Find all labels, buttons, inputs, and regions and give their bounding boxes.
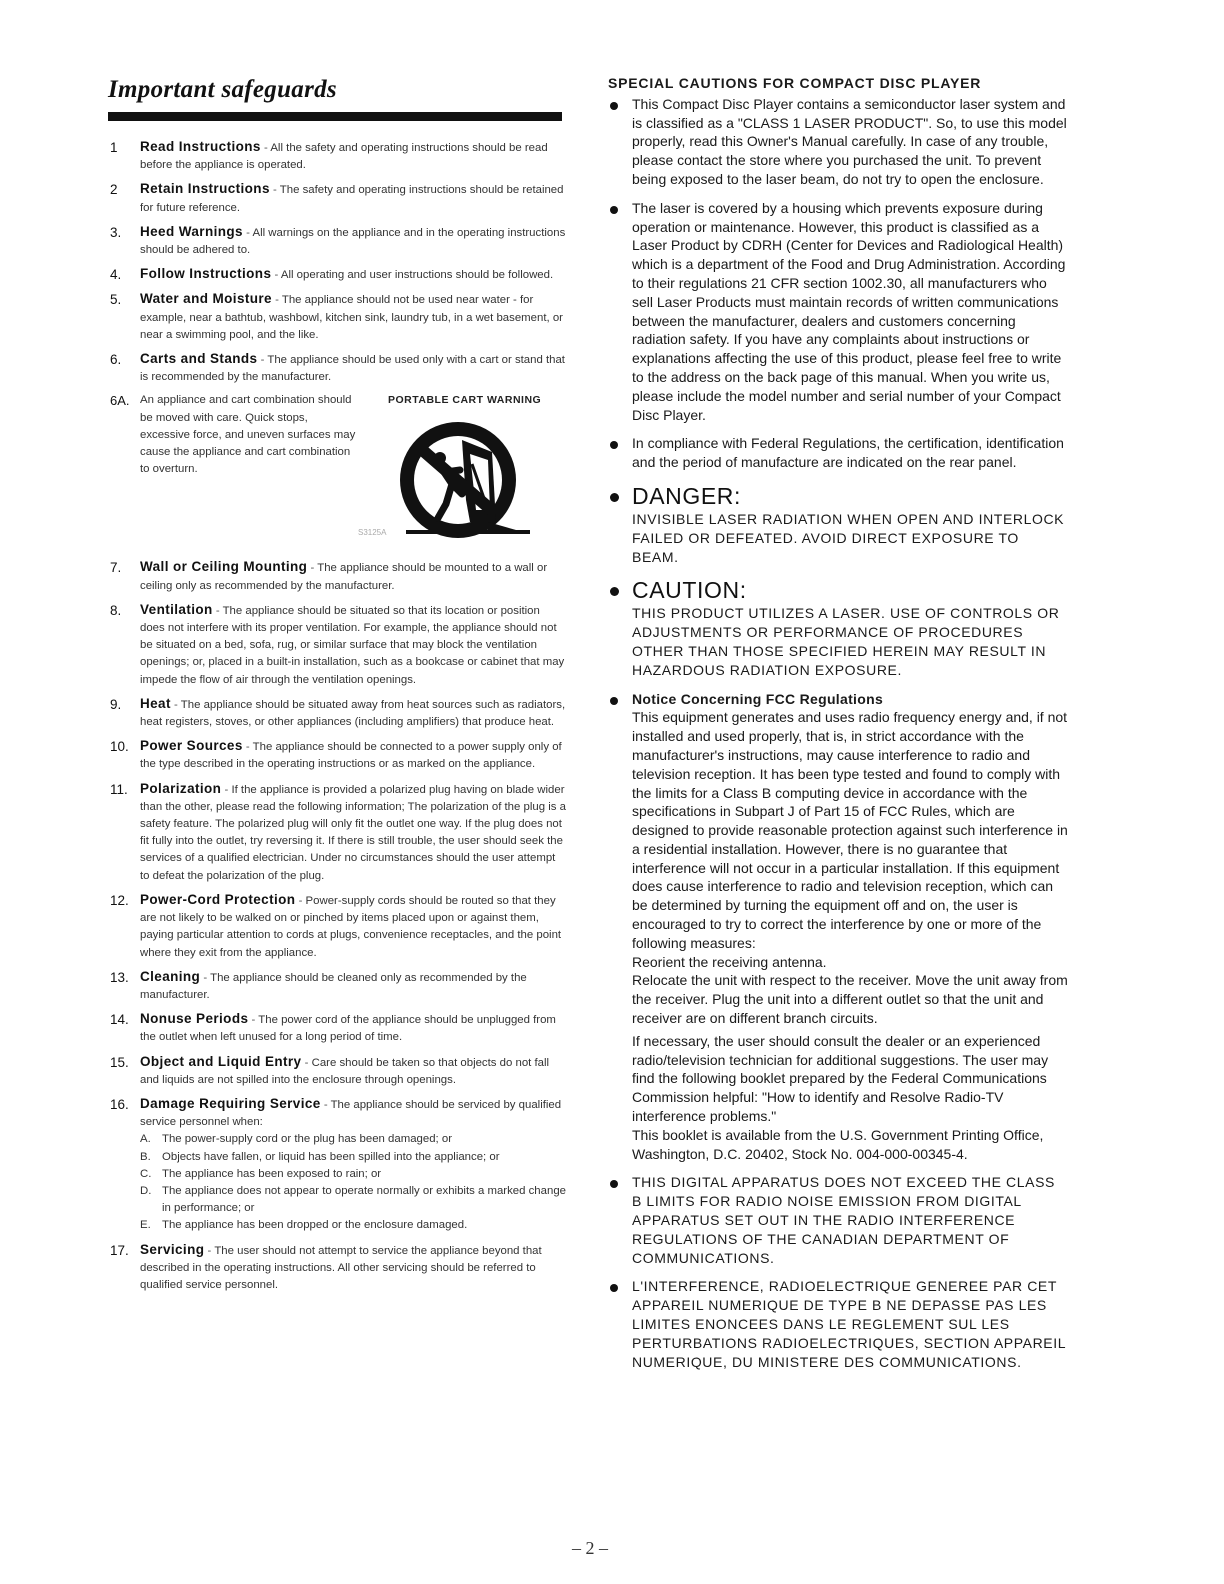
list-item — [110, 1095, 566, 1235]
item-text: The appliance should be situated so that its location or position does not interfere with its proper ventilation. For example, the appliance should not be situated on a bed, sofa, rug, or similar surface that may block the ventilation openings; or, placed in a built-in installation, such as a bookcase or cabinet that may impede the flow of air through the ventilation openings. — [140, 604, 565, 686]
item-number: 4. — [110, 267, 122, 283]
item-text: The appliance should be serviced by qualified service personnel when: — [140, 1098, 562, 1129]
item-heading: Damage Requiring Service — [140, 1095, 321, 1111]
item-text: The safety and operating instructions should be retained for future reference. — [140, 184, 564, 214]
sub-item-text: The power-supply cord or the plug has been damaged; or — [162, 1133, 453, 1146]
item-separator: - — [242, 226, 253, 239]
item-text: All operating and user instructions should be followed. — [280, 269, 554, 282]
list-item — [110, 558, 566, 594]
sub-item-letter: E. — [140, 1219, 151, 1232]
canada-en-bullet — [608, 1173, 1068, 1267]
bullet-text: The laser is covered by a housing which prevents exposure during operation or maintenance. However, this product is classified as a Laser Product by CDRH (Center for Devices and Radiological Health) which is a department of the Food and Drug Administration. According to their regulations 21 CFR section 1002.30, all manufacturers who sell Laser Products must maintain records of written communications between the manufacturer, dealers and customers concerning radiation safety. If you have any complaints about instructions or explanations affecting the use of this product, please feel free to write to the address on the back page of this manual. When you write us, please include the model number and serial number of your Compact Disc Player. — [632, 199, 1066, 423]
sub-list-item — [140, 1131, 566, 1148]
item-text: Care should be taken so that objects do not fall and liquids are not spilled into the enclosure through openings. — [140, 1056, 550, 1086]
list-item — [110, 1010, 566, 1046]
item-heading: Polarization — [140, 780, 222, 796]
item-number: 5. — [110, 292, 122, 308]
cart-tipover-icon — [396, 414, 536, 554]
item-number: 2 — [110, 182, 118, 198]
item-separator: - — [242, 741, 253, 754]
list-item — [110, 968, 566, 1004]
item-heading: Ventilation — [140, 601, 213, 617]
list-item — [110, 780, 566, 885]
item-separator: - — [200, 971, 211, 984]
bullet-text: This Compact Disc Player contains a semiconductor laser system and is classified as a "CLASS 1 LASER PRODUCT". So, to use this model properly, read this Owner's Manual carefully. In case of any trouble, please contact the store where you purchased the unit. To prevent being exposed to the laser beam, do not try to open the enclosure. — [632, 95, 1067, 187]
item-text: The appliance should be mounted to a wall or ceiling only as recommended by the manufacturer. — [140, 562, 548, 592]
sub-list-item — [140, 1183, 566, 1217]
caution-bullet — [608, 576, 1068, 679]
fcc-paragraph: This booklet is available from the U.S. Government Printing Office, Washington, D.C. 20402, Stock No. 004-000-00345-4. — [632, 1126, 1044, 1162]
item-heading: Nonuse Periods — [140, 1011, 249, 1027]
sub-list-item — [140, 1149, 566, 1166]
bullet-icon — [610, 697, 618, 705]
item-heading: Wall or Ceiling Mounting — [140, 559, 308, 575]
item-number: 11. — [110, 781, 128, 797]
list-item — [110, 1053, 566, 1089]
item-text: If the appliance is provided a polarized plug having on blade wider than the other, please read the following information; The polarization of the plug is a safety feature. The polarized plug will only fit the outlet one way. If the plug does not fit fully into the outlet, try reversing it. If there is still trouble, the user should seek the services of a qualified electrician. Under no circumstances should the user attempt to defeat the polarization of the plug. — [140, 783, 566, 882]
item-number: 14. — [110, 1012, 129, 1028]
bullet-text: In compliance with Federal Regulations, the certification, identification and the period of manufacture are indicated on the rear panel. — [632, 435, 1064, 471]
danger-bullet — [608, 482, 1068, 566]
bullet-text: L'INTERFERENCE, RADIOELECTRIQUE GENEREE PAR CET APPAREIL NUMERIQUE DE TYPE B NE DEPASSE PAS LES LIMITES ENONCEES DANS LE REGLEMENT SUL LES PERTURBATIONS RADIOELECTRIQUES, SECTION APPAREIL NUMERIQUE, DU MINISTERE DES COMMUNICATIONS. — [632, 1278, 1066, 1370]
cart-warning-text: An appliance and cart combination should be moved with care. Quick stops, excessive force, and uneven surfaces may cause the appliance and cart combination to overturn. — [140, 394, 356, 476]
item-heading: Servicing — [140, 1241, 205, 1257]
bullet-icon — [610, 587, 619, 596]
list-item — [110, 223, 566, 259]
cart-warning-block — [110, 392, 566, 552]
item-heading: Power-Cord Protection — [140, 891, 296, 907]
fcc-heading: Notice Concerning FCC Regulations — [632, 690, 884, 707]
item-text: Power-supply cords should be routed so that they are not likely to be walked on or pinched by items placed upon or against them, paying particular attention to cords at plugs, convenience receptacles, and the point where they exit from the appliance. — [140, 894, 562, 959]
item-number: 12. — [110, 892, 129, 908]
bullet-icon — [610, 1284, 618, 1292]
page-number: – 2 – — [572, 1538, 608, 1558]
item-text: The appliance should be used only with a cart or stand that is recommended by the manufacturer. — [140, 354, 565, 384]
canada-fr-bullet — [608, 1277, 1068, 1371]
fcc-paragraph: Reorient the receiving antenna. — [632, 953, 827, 970]
list-item — [110, 891, 566, 962]
item-number: 9. — [110, 696, 122, 712]
fcc-paragraph: Relocate the unit with respect to the receiver. Move the unit away from the receiver. Plug the unit into a different outlet so that the unit and receiver are on different branch circuits. — [632, 972, 1068, 1027]
item-number: 3. — [110, 224, 122, 240]
title-rule — [108, 112, 562, 121]
item-heading: Carts and Stands — [140, 351, 258, 367]
item-separator: - — [295, 894, 306, 907]
caution-title: CAUTION: — [632, 577, 747, 604]
item-separator: - — [221, 783, 232, 796]
item-separator: - — [212, 604, 223, 617]
sub-item-letter: A. — [140, 1133, 151, 1146]
item-text: The user should not attempt to service the appliance beyond that described in the operating instructions. All other servicing should be referred to qualified service personnel. — [140, 1244, 542, 1291]
safeguards-list — [110, 138, 566, 1300]
item-number: 13. — [110, 969, 129, 985]
cd-player-cautions — [608, 74, 1068, 1381]
item-separator: - — [301, 1056, 312, 1069]
item-number: 15. — [110, 1054, 129, 1070]
item-number: 17. — [110, 1242, 129, 1258]
item-number: 8. — [110, 602, 122, 618]
item-separator: - — [170, 698, 181, 711]
fcc-bullet — [608, 690, 1068, 1164]
item-separator: - — [271, 294, 282, 307]
list-item — [110, 737, 566, 773]
sub-list-item — [140, 1217, 566, 1234]
bullet-icon — [610, 206, 618, 214]
item-separator: - — [204, 1244, 215, 1257]
caution-bullet — [608, 95, 1068, 189]
item-text: The appliance should be connected to a power supply only of the type described in the operating instructions or as marked on the appliance. — [140, 741, 562, 771]
item-text: The appliance should be cleaned only as recommended by the manufacturer. — [140, 971, 527, 1001]
item-separator: - — [271, 269, 281, 282]
list-item — [110, 290, 566, 344]
item-text: All the safety and operating instructions should be read before the appliance is operated. — [140, 142, 548, 172]
bullet-icon — [610, 1180, 618, 1188]
item-heading: Power Sources — [140, 738, 243, 754]
item-separator: - — [248, 1014, 259, 1027]
item-number: 10. — [110, 739, 129, 755]
bullet-text: THIS DIGITAL APPARATUS DOES NOT EXCEED THE CLASS B LIMITS FOR RADIO NOISE EMISSION FROM DIGITAL APPARATUS SET OUT IN THE RADIO INTERFERENCE REGULATIONS OF THE CANADIAN DEPARTMENT OF COMMUNICATIONS. — [632, 1174, 1055, 1266]
item-heading: Cleaning — [140, 968, 201, 984]
item-separator: - — [257, 354, 268, 367]
item-heading: Heat — [140, 695, 171, 711]
item-number: 7. — [110, 560, 122, 576]
list-item — [110, 1241, 566, 1295]
sub-list-item — [140, 1166, 566, 1183]
bullet-icon — [610, 102, 618, 110]
page-title: Important safeguards — [108, 76, 337, 103]
item-heading: Follow Instructions — [140, 266, 272, 282]
caution-bullet — [608, 434, 1068, 472]
fcc-paragraph: This equipment generates and uses radio frequency energy and, if not installed and used properly, that is, in strict accordance with the manufacturer's instructions, may cause interference to radio and television reception. It has been type tested and found to comply with the limits for a Class B computing device in accordance with the specifications in Subpart J of Part 15 of FCC Rules, which are designed to provide reasonable protection against such interference in a residential installation. However, there is no guarantee that interference will not occur in a particular installation. If this equipment does cause interference to radio and television reception, which can be determined by turning the equipment off and on, the user is encouraged to try to correct the interference by one or more of the following measures: — [632, 709, 1068, 951]
sub-item-text: The appliance has been dropped or the enclosure damaged. — [162, 1219, 468, 1232]
item-number: 6A. — [110, 393, 130, 409]
item-text: All warnings on the appliance and in the operating instructions should be adhered to. — [140, 226, 566, 257]
danger-title: DANGER: — [632, 482, 741, 509]
danger-text: INVISIBLE LASER RADIATION WHEN OPEN AND INTERLOCK FAILED OR DEFEATED. AVOID DIRECT EXPOSURE TO BEAM. — [632, 510, 1065, 565]
item-number: 16. — [110, 1096, 129, 1112]
section-heading: SPECIAL CAUTIONS FOR COMPACT DISC PLAYER — [608, 75, 982, 91]
fcc-paragraph: If necessary, the user should consult the dealer or an experienced radio/television technician for additional suggestions. The user may find the following booklet prepared by the Federal Communications Commission helpful: "How to identify and Resolve Radio-TV interference problems." — [632, 1032, 1049, 1125]
bullet-icon — [610, 441, 618, 449]
item-text: The appliance should be situated away from heat sources such as radiators, heat registers, stoves, or other appliances (including amplifiers) that produce heat. — [140, 698, 566, 729]
item-separator: - — [320, 1098, 331, 1111]
item-separator: - — [307, 562, 318, 575]
caution-bullet — [608, 199, 1068, 425]
list-item — [110, 695, 566, 731]
sub-item-letter: D. — [140, 1184, 152, 1197]
sub-item-text: Objects have fallen, or liquid has been spilled into the appliance; or — [162, 1150, 500, 1163]
bullet-icon — [610, 493, 619, 502]
item-text: The appliance should not be used near water - for example, near a bathtub, washbowl, kitchen sink, laundry tub, in a wet basement, or near a swimming pool, and the like. — [140, 294, 563, 341]
list-item — [110, 601, 566, 689]
list-item — [110, 350, 566, 386]
caution-text: THIS PRODUCT UTILIZES A LASER. USE OF CONTROLS OR ADJUSTMENTS OR PERFORMANCE OF PROCEDURES OTHER THAN THOSE SPECIFIED HEREIN MAY RESULT IN HAZARDOUS RADIATION EXPOSURE. — [632, 605, 1060, 678]
sub-item-letter: C. — [140, 1167, 152, 1180]
item-heading: Heed Warnings — [140, 223, 243, 239]
sub-item-text: The appliance does not appear to operate normally or exhibits a marked change in performance; or — [162, 1184, 566, 1215]
item-separator: - — [269, 184, 280, 197]
cart-warning-label: PORTABLE CART WARNING — [388, 394, 542, 407]
list-item — [110, 265, 566, 284]
item-number: 6. — [110, 352, 122, 368]
list-item — [110, 180, 566, 216]
item-heading: Retain Instructions — [140, 181, 270, 197]
figure-code: S3125A — [358, 528, 387, 538]
sub-item-letter: B. — [140, 1150, 151, 1163]
item-number: 1 — [110, 140, 118, 155]
list-item — [110, 138, 566, 174]
item-text: The power cord of the appliance should be unplugged from the outlet when left unused for a long period of time. — [140, 1014, 556, 1044]
sub-item-text: The appliance has been exposed to rain; or — [162, 1167, 382, 1180]
item-heading: Water and Moisture — [140, 291, 272, 307]
item-heading: Read Instructions — [140, 139, 261, 154]
item-separator: - — [260, 142, 271, 154]
item-heading: Object and Liquid Entry — [140, 1053, 302, 1069]
